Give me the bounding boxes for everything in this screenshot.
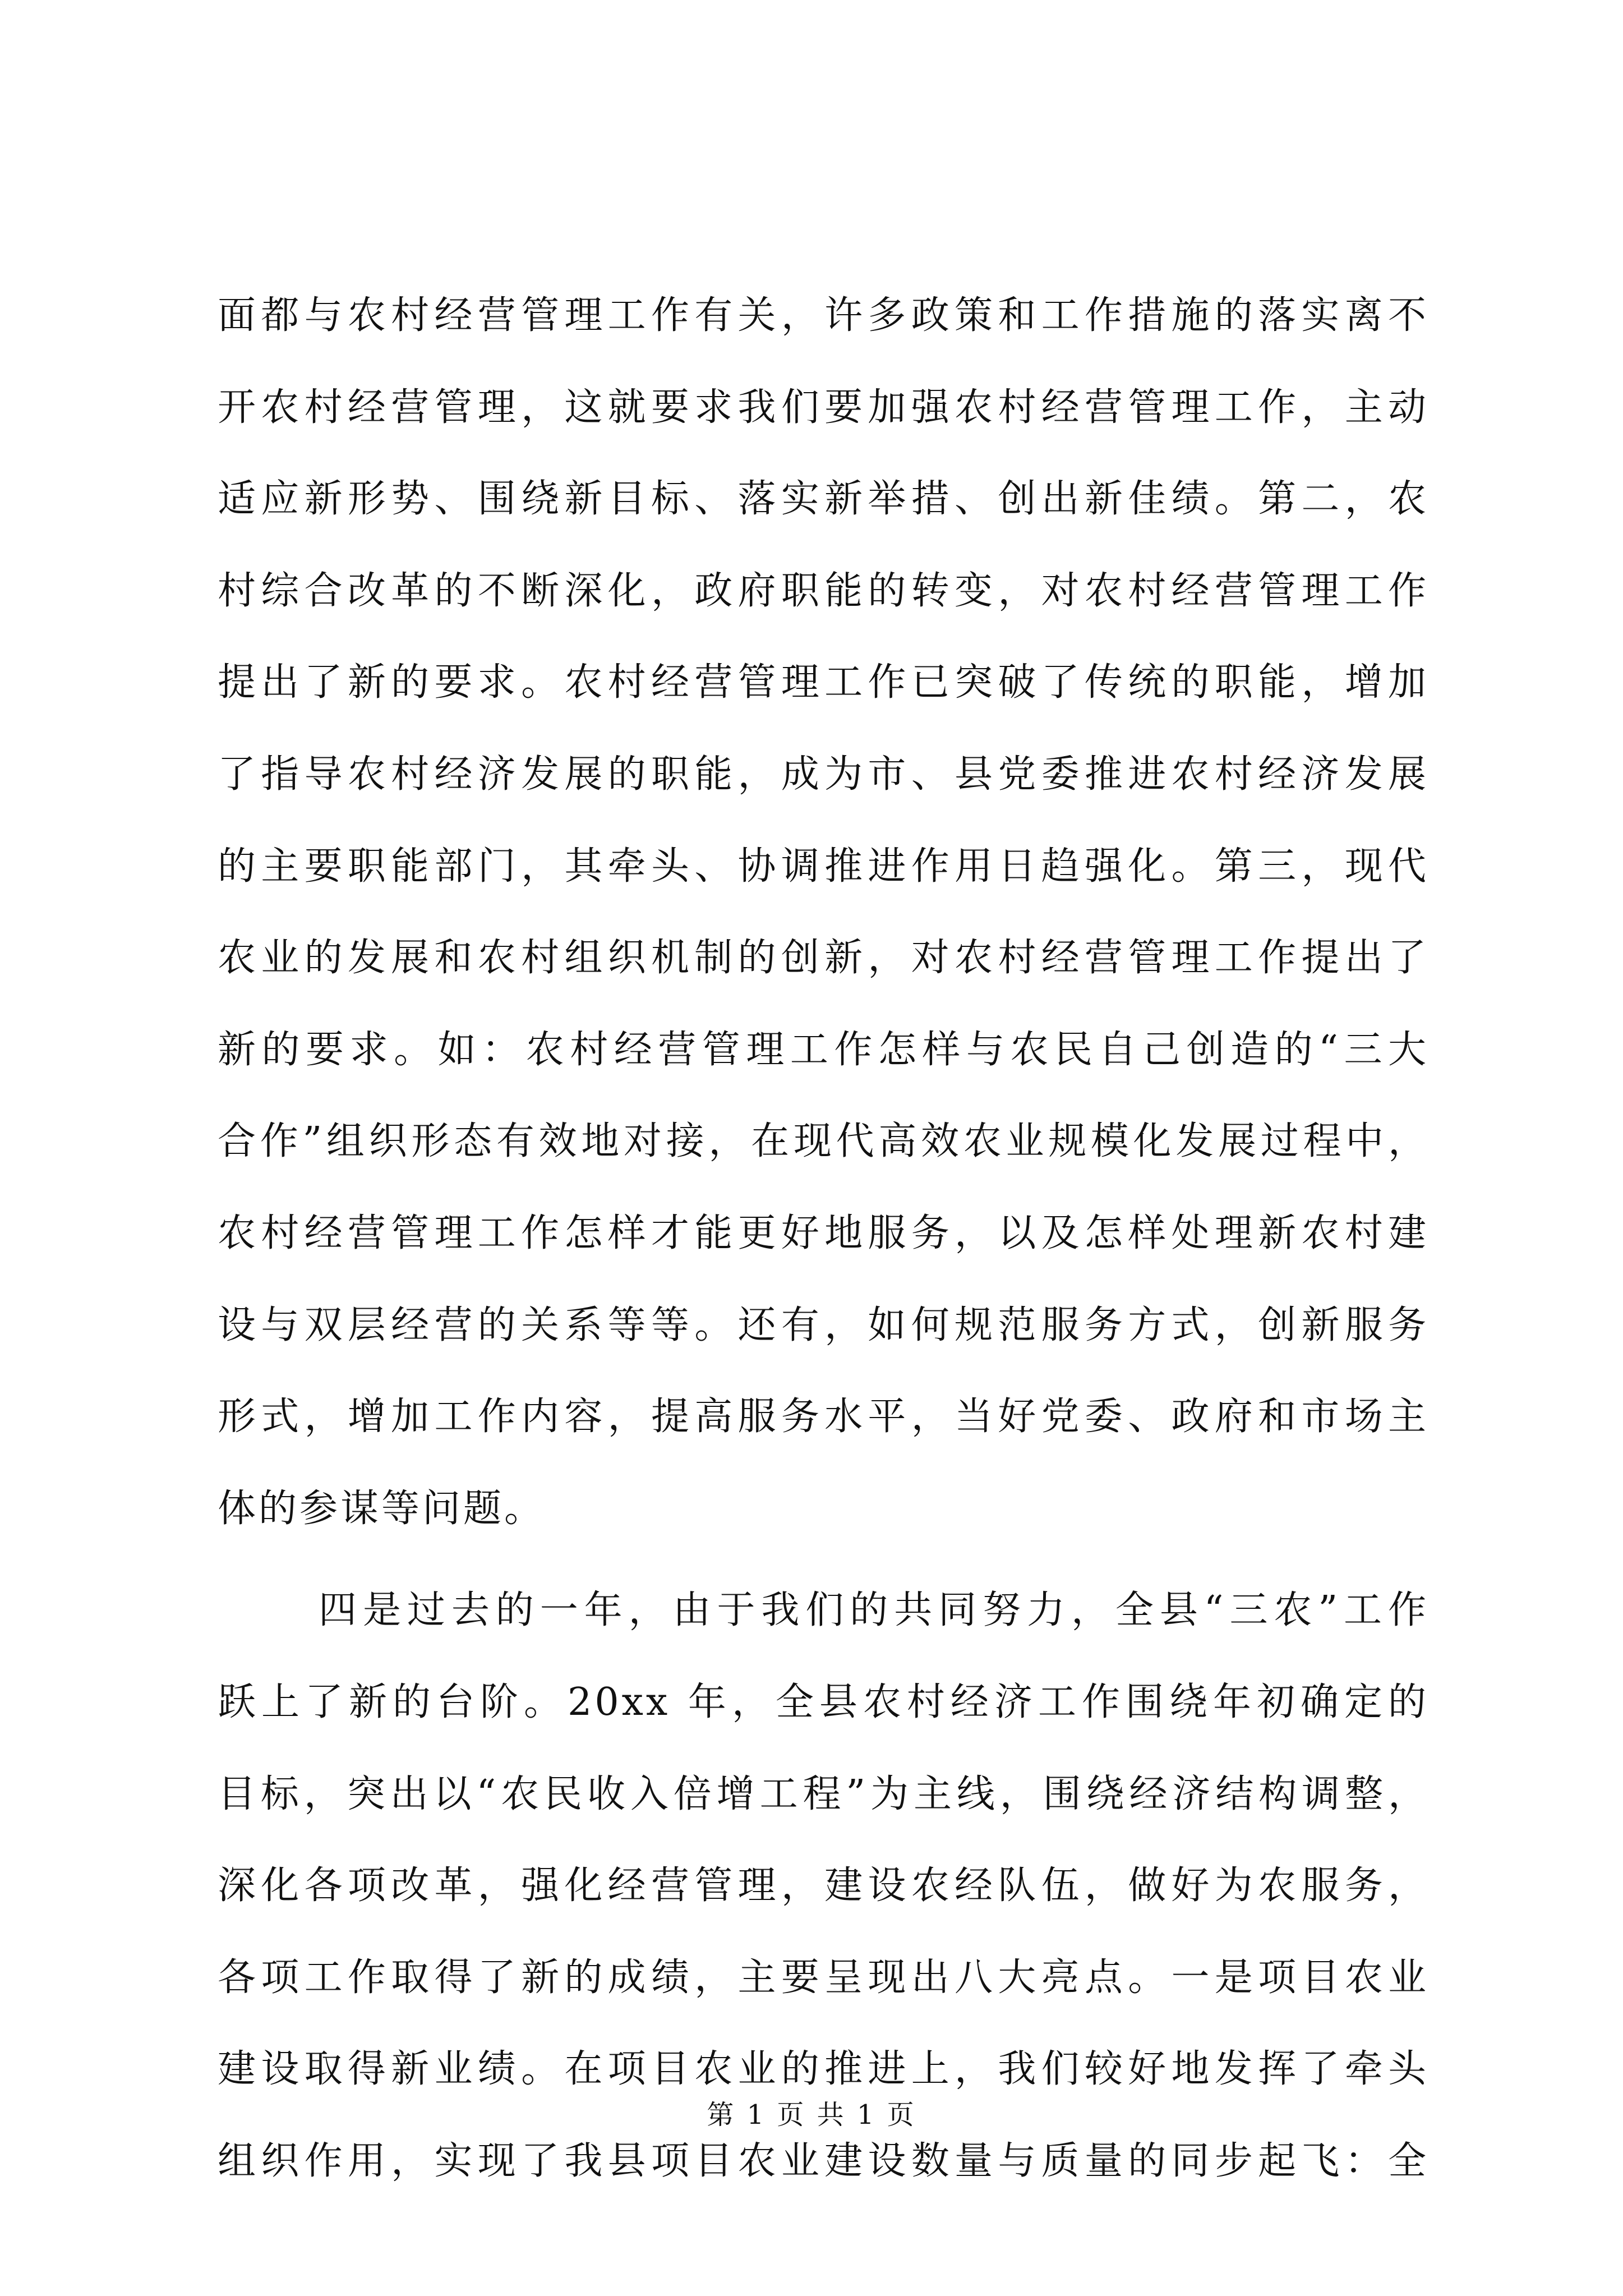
paragraph-line: 四是过去的一年，由于我们的共同努力，全县“三农”工作 (319, 1588, 1429, 1633)
page-footer: 第 1 页 共 1 页 (707, 2099, 916, 2131)
paragraph-line: 深化各项改革，强化经营管理，建设农经队伍，做好为农服务， (218, 1864, 1429, 1908)
paragraph-line: 设与双层经营的关系等等。还有，如何规范服务方式，创新服务 (218, 1303, 1429, 1347)
paragraph-line: 适应新形势、围绕新目标、落实新举措、创出新佳绩。第二，农 (218, 477, 1429, 522)
paragraph-line: 组织作用，实现了我县项目农业建设数量与质量的同步起飞：全 (218, 2138, 1429, 2183)
paragraph-1 (218, 291, 1429, 1575)
paragraph-line: 跃上了新的台阶。20xx 年，全县农村经济工作围绕年初确定的 (218, 1680, 1429, 1724)
paragraph-line: 建设取得新业绩。在项目农业的推进上，我们较好地发挥了牵头 (218, 2047, 1429, 2092)
paragraph-line: 农村经营管理工作怎样才能更好地服务，以及怎样处理新农村建 (218, 1211, 1429, 1255)
paragraph-line: 开农村经营管理，这就要求我们要加强农村经营管理工作，主动 (218, 385, 1429, 430)
paragraph-line: 村综合改革的不断深化，政府职能的转变，对农村经营管理工作 (218, 568, 1429, 613)
paragraph-line: 新的要求。如：农村经营管理工作怎样与农民自己创造的“三大 (218, 1027, 1429, 1072)
paragraph-gap (218, 1575, 1429, 1585)
paragraph-line: 各项工作取得了新的成绩，主要呈现出八大亮点。一是项目农业 (218, 1955, 1429, 2000)
paragraph-line: 了指导农村经济发展的职能，成为市、县党委推进农村经济发展 (218, 752, 1429, 797)
paragraph-line: 合作”组织形态有效地对接，在现代高效农业规模化发展过程中， (218, 1119, 1429, 1164)
paragraph-line: 形式，增加工作内容，提高服务水平，当好党委、政府和市场主 (218, 1395, 1429, 1439)
paragraph-line: 的主要职能部门，其牵头、协调推进作用日趋强化。第三，现代 (218, 844, 1429, 889)
paragraph-line: 提出了新的要求。农村经营管理工作已突破了传统的职能，增加 (218, 660, 1429, 705)
paragraph-line: 目标，突出以“农民收入倍增工程”为主线，围绕经济结构调整， (218, 1772, 1429, 1816)
paragraph-line: 面都与农村经营管理工作有关，许多政策和工作措施的落实离不 (218, 293, 1429, 338)
paragraph-line: 体的参谋等问题。 (218, 1486, 546, 1531)
paragraph-line: 农业的发展和农村组织机制的创新，对农村经营管理工作提出了 (218, 936, 1429, 981)
document-body (218, 291, 1429, 2228)
